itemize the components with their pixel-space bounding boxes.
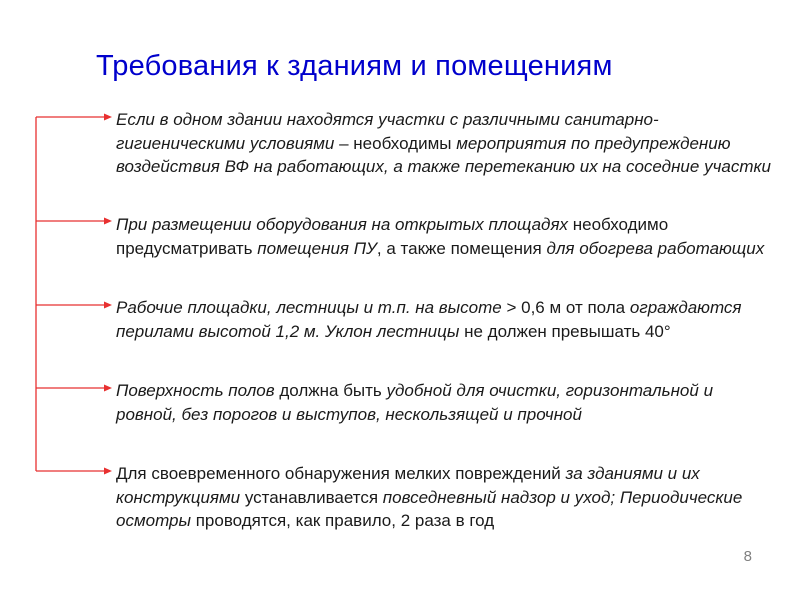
item-text-segment: не должен превышать 40° <box>459 321 671 341</box>
page-number: 8 <box>743 548 752 565</box>
requirement-item <box>116 108 776 179</box>
requirement-item <box>116 462 776 533</box>
item-text-segment: > 0,6 м от пола <box>506 298 630 317</box>
item-text-segment: должна быть <box>274 381 387 400</box>
item-text-segment: , а также помещения <box>376 238 547 258</box>
arrowhead-icon <box>104 385 112 392</box>
item-text-segment: При размещении оборудования на открытых площадях <box>116 215 569 234</box>
arrowhead-icon <box>104 468 112 475</box>
item-text-segment: повседневный надзор и уход; Периодические осмотры <box>116 487 743 530</box>
item-text-segment: мероприятия по предупреждению воздействия ВФ на работающих, а также перетеканию их на соседние участки <box>116 133 771 176</box>
item-text-segment: удобной для очистки, горизонтальной и ровной, без порогов и выступов, нескользящей и прочной <box>116 381 714 424</box>
item-text-segment: проводятся, как правило, 2 раза в год <box>191 511 495 530</box>
arrowhead-icon <box>104 114 112 121</box>
item-text-segment: необходимо предусматривать <box>116 215 669 258</box>
slide-title: Требования к зданиям и помещениям <box>96 50 613 82</box>
item-text-segment: помещения ПУ <box>257 238 377 258</box>
item-text-segment: Рабочие площадки, лестницы и т.п. на высоте <box>116 298 507 317</box>
requirement-item <box>116 296 776 343</box>
item-text-segment: Поверхность полов <box>116 381 275 400</box>
item-text-segment: для обогрева работающих <box>546 238 765 258</box>
item-text-segment: ограждаются перилами высотой 1,2 м. Уклон лестницы <box>116 298 742 341</box>
item-text-segment: Если в одном здании находятся участки с различными санитарно-гигиеническими условиями <box>116 110 659 153</box>
item-text-segment: устанавливается <box>240 487 383 507</box>
arrowhead-icon <box>104 218 112 225</box>
item-text-segment: – необходимы <box>334 133 457 153</box>
requirement-item <box>116 213 776 260</box>
arrowhead-icon <box>104 302 112 309</box>
item-text-segment: Для своевременного обнаружения мелких повреждений <box>116 464 566 483</box>
requirement-item <box>116 379 776 426</box>
item-text-segment: за зданиями и их конструкциями <box>116 464 700 507</box>
